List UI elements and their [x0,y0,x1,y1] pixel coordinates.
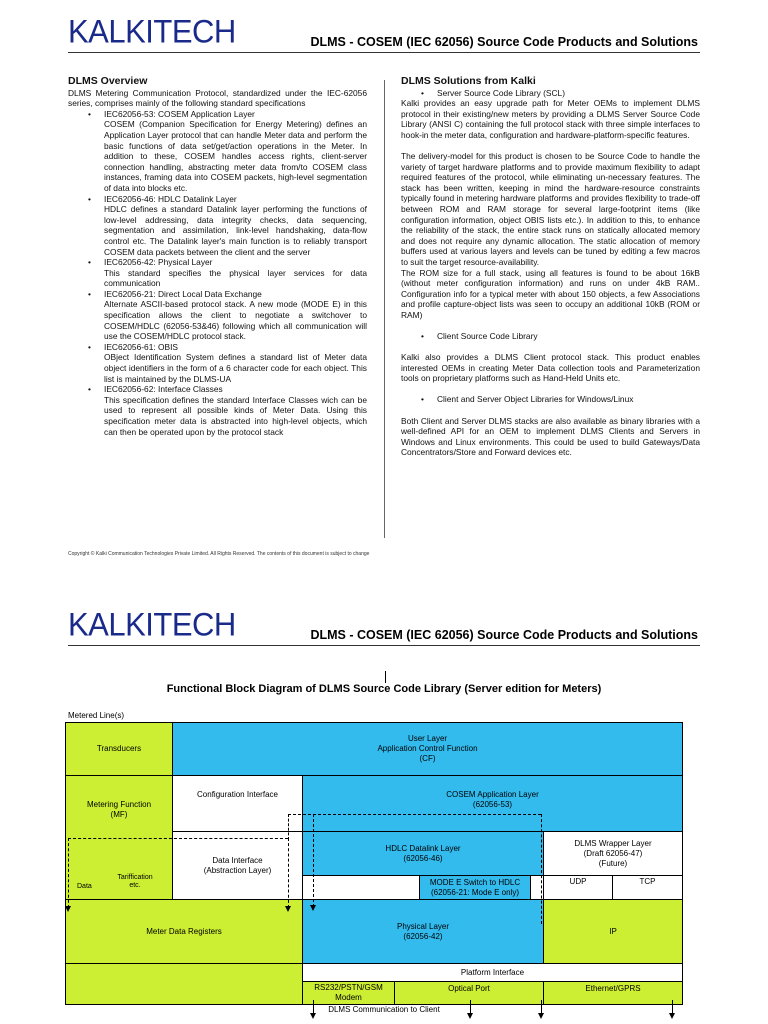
diagram-title: Functional Block Diagram of DLMS Source Code Library (Server edition for Meters) [166,683,602,695]
paragraph: The ROM size for a full stack, using all features is found to be about 16kB (without meter configuration information) and runs on under 4kB RAM.. Configuration info for a typical meter with about 150 objects, a few Associations and profile capture-object lists was seen to occupy an additional 10kB (ROM or RAM) [401,267,700,320]
mode-e-num: (62056-21: Mode E only) [430,887,520,897]
bullet-icon: • [88,257,91,268]
ip-box [543,899,683,964]
dashed-connector [313,814,314,907]
bullet-icon: • [88,384,91,395]
spacer [401,342,700,353]
bullet-icon: • [421,394,424,405]
spacer [401,321,700,332]
overview-intro: DLMS Metering Communication Protocol, standardized under the IEC-62056 series, comprises mainly of the following standard specifications [68,87,367,109]
meter-data-registers-box [65,899,303,964]
optical-label: Optical Port [448,984,490,993]
list-item [401,88,700,99]
tcp-label: TCP [639,877,656,886]
cf-label: (CF) [419,754,436,763]
item-body: COSEM (Companion Specification for Energy Metering) defines an Application Layer protocol that can handle Meter data and perform the basic functions of data set/get/action operations in the Meter. In addition to these, COSEM handles access rights, client-server connection handling, abstracting meter data from/to COSEM class instances, framing data into COSEM packets, high-level segmentation of data into blocks etc. [104,119,367,193]
dashed-connector [68,838,288,839]
mf-label: (MF) [110,810,128,819]
header-divider [68,645,700,646]
item-body: This specification defines the standard Interface Classes wich can be used to represent all possible kinds of Meter Data. Using this specification meter data is abstracted into high-level objects, which can then be operated upon by the protocol stack [104,394,367,437]
bullet-icon: • [421,331,424,342]
bullet-icon: • [88,193,91,204]
mode-e-switch-box [419,875,531,900]
metered-lines-label: Metered Line(s) [68,711,125,720]
dlms-wrapper-box [543,831,683,876]
arrow-down-icon [310,905,316,911]
item-head: IEC62056-53: COSEM Application Layer [104,108,255,119]
udp-box [543,875,613,900]
configuration-interface-box [172,775,303,832]
platform-interface-box [302,963,683,982]
data-interface-box [172,831,303,900]
transducers-label: Transducers [96,744,142,753]
kalkitech-logo: KALKITECH [68,13,236,50]
bullet-icon: • [88,288,91,299]
app-control-label: Application Control Function [377,744,478,753]
user-layer-label: User Layer [407,734,448,743]
item-body: HDLC defines a standard Datalink layer performing the functions of low-level addressing, data integrity checks, data sequencing, segmentation and assimilation, link-level handshaking, data-flow control etc. The Datalink layer's main function is to reliably transport COSEM data packets between the client and the server [104,204,367,257]
list-item [401,394,700,405]
list-item [68,384,367,437]
dashed-connector [68,838,69,908]
physical-layer-box [302,899,544,964]
modem-label: Modem [335,993,362,1002]
solutions-list [401,394,700,405]
hdlc-label: HDLC Datalink Layer [385,843,461,853]
list-item [68,342,367,384]
cosem-app-label: COSEM Application Layer [446,790,539,799]
ethernet-box [543,981,683,1005]
dashed-connector [288,814,289,840]
dlms-overview-heading: DLMS Overview [68,75,148,87]
platform-interface-label: Platform Interface [460,967,525,977]
dashed-connector [288,838,289,908]
spacer [401,405,700,416]
cosem-app-num: (62056-53) [472,800,513,809]
ethernet-label: Ethernet/GPRS [585,984,641,993]
bullet-label: Client and Server Object Libraries for Windows/Linux [437,394,634,405]
list-item [68,257,367,289]
item-body: Alternate ASCII-based protocol stack. A new mode (MODE E) in this specification allows the client to negotiate a switchover to COSEM/HDLC (62056-53&46) following which all communication will use the COSEM/HDLC protocol stack. [104,299,367,342]
paragraph: Both Client and Server DLMS stacks are also available as binary libraries with a well-defined API for an OEM to implement DLMS Clients and Servers in Windows and Linux environments. This could be used to build Gateways/Data Concentrators/Store and Forward devices etc. [401,415,700,458]
item-body: OBject Identification System defines a standard list of Meter data object identifiers in the form of a 6 character code for each object. This list is maintained by the DLMS-UA [104,352,367,384]
item-head: IEC62056-21: Direct Local Data Exchange [104,288,262,299]
bullet-label: Client Source Code Library [437,331,538,342]
physical-num: (62056-42) [403,931,443,941]
wrapper-future: (Future) [598,858,628,868]
bullet-icon: • [421,87,424,98]
tariffication-etc: etc. [129,882,141,889]
list-item [401,331,700,342]
spacer [401,384,700,395]
abstraction-layer-label: (Abstraction Layer) [203,865,272,875]
solutions-list [401,88,700,99]
paragraph: The delivery-model for this product is chosen to be Source Code to handle the variety of target hardware platforms and to provide maximum flexibility to adapt required features of the protocol, while eliminating un-necessary features. The stack has been written, keeping in mind the hardware-resource constraints typically found in metering hardware platforms and provides flexibility to trade-off between ROM and RAM storage for several large-footprint items (like configuration information, object OBIS lists etc.). In addition to this, to enhance the reliability of the stack, the entire stack runs on statically allocated memory and does not require any dynamic allocation. The static allocation of memory buffers used at various layers and levels can be tuned by editing a few macros to suit the target resource-availability. [401,151,700,267]
document-title: DLMS - COSEM (IEC 62056) Source Code Products and Solutions [310,35,698,49]
cosem-application-layer-box [302,775,683,832]
paragraph: Kalki provides an easy upgrade path for Meter OEMs to implement DLMS protocol in their existing/new meters by providing a DLMS Server Source Code Library (ANSI C) containing the full protocol stack with three simple interfaces to hook-in the meter data, configuration and hardware-platform-specific features. [401,98,700,140]
platform-left-box [65,963,303,1005]
ip-label: IP [609,926,617,936]
dashed-connector [288,814,541,815]
solutions-list [401,331,700,342]
bullet-label: Server Source Code Library (SCL) [437,87,566,98]
rs232-label: RS232/PSTN/GSM [314,983,383,992]
mode-e-label: MODE E Switch to HDLC [429,877,521,887]
meter-data-registers-label: Meter Data Registers [146,926,222,936]
list-item [68,289,367,342]
list-item [68,109,367,194]
right-column [401,76,700,458]
dashed-connector [541,814,542,924]
data-interface-label: Data Interface [212,855,263,865]
spacer [401,141,700,152]
hdlc-datalink-box [302,831,544,876]
kalkitech-logo: KALKITECH [68,606,236,643]
dlms-solutions-heading: DLMS Solutions from Kalki [401,75,536,87]
bullet-icon: • [88,341,91,352]
dlms-communication-label: DLMS Communication to Client [328,1005,440,1014]
data-label: Data [77,883,92,890]
standards-list [68,109,367,437]
arrow-down-icon [285,906,291,912]
metering-function-label: Metering Function [86,800,152,809]
header-divider [68,52,700,53]
arrow-down-icon [65,906,71,912]
tariffication-text: Tariffication [117,874,153,881]
bullet-icon: • [88,108,91,119]
item-head: IEC62056-62: Interface Classes [104,384,223,395]
paragraph: Kalki also provides a DLMS Client protocol stack. This product enables interested OEMs in creating Meter Data collection tools and Parameterization tools on proprietary platforms such as Hand-Held Units etc. [401,352,700,384]
item-body: This standard specifies the physical layer services for data communication [104,267,367,289]
column-divider [384,80,385,538]
item-head: IEC62056-46: HDLC Datalink Layer [104,193,237,204]
user-layer-box [172,722,683,776]
tcp-box [612,875,683,900]
hdlc-num: (62056-46) [403,853,443,863]
list-item [68,194,367,258]
physical-label: Physical Layer [396,921,450,931]
configuration-interface-label: Configuration Interface [197,790,278,799]
transducers-box [65,722,173,776]
wrapper-draft: (Draft 62056-47) [583,848,643,858]
udp-label: UDP [569,877,587,886]
item-head: IEC62056-42: Physical Layer [104,257,213,268]
wrapper-label: DLMS Wrapper Layer [574,838,652,848]
optical-port-box [394,981,544,1005]
left-column [68,76,367,437]
item-head: IEC62056-61: OBIS [104,341,179,352]
copyright-notice: Copyright © Kalki Communication Technologies Private Limited. All Rights Reserved. The contents of this document is subject to change [68,551,370,557]
tariffication-label [110,874,160,890]
rs232-box [302,981,395,1005]
document-title: DLMS - COSEM (IEC 62056) Source Code Products and Solutions [310,628,698,642]
text-cursor [385,671,386,683]
